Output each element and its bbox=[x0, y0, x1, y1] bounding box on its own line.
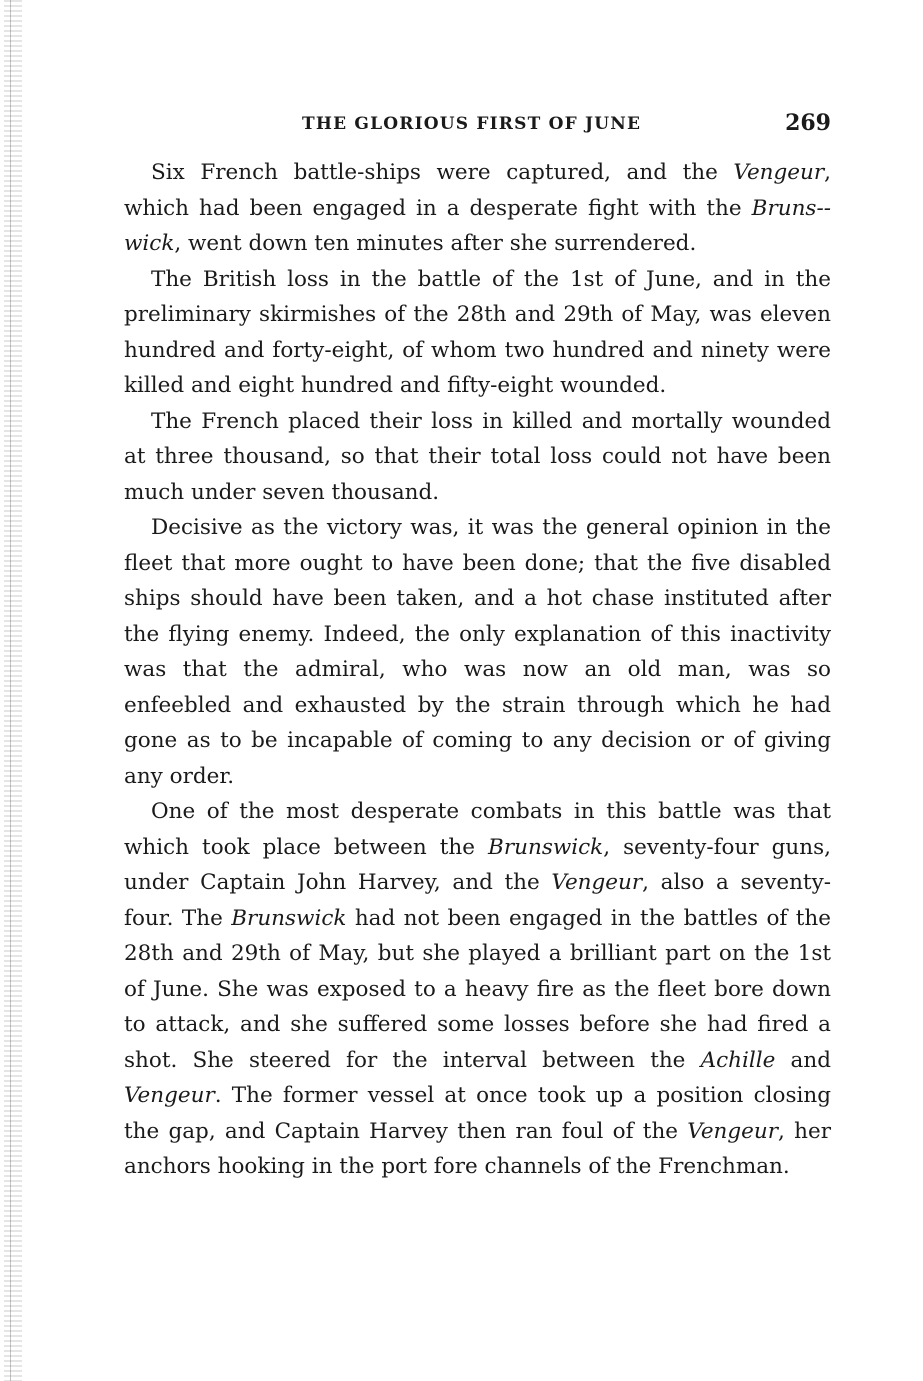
paragraph bbox=[124, 262, 831, 404]
text-run: . The former vessel at once took up a position closing the gap, and Captain Harvey then ran foul of the bbox=[124, 1083, 831, 1144]
page-number: 269 bbox=[785, 110, 831, 136]
running-header bbox=[124, 112, 831, 140]
ship-name: Vengeur bbox=[687, 1118, 779, 1144]
text-run: , seventy-four guns, under Captain John Harvey, and the bbox=[124, 834, 831, 895]
text-run: , went down ten minutes after she surrendered. bbox=[174, 231, 697, 256]
binding-edge-line bbox=[10, 0, 11, 1381]
text-run: , which had been engaged in a desperate fight with the bbox=[124, 160, 831, 221]
text-run: Six French battle-ships were captured, and the bbox=[151, 160, 734, 185]
body-text bbox=[124, 155, 831, 1185]
paragraph bbox=[124, 794, 831, 1185]
running-title: THE GLORIOUS FIRST OF JUNE bbox=[302, 114, 642, 134]
text-run: , her anchors hooking in the port fore channels of the Frenchman. bbox=[124, 1118, 831, 1179]
text-run: The French placed their loss in killed and mortally wounded at three thousand, so that their total loss could not have been much under seven thousand. bbox=[124, 408, 831, 505]
paragraph bbox=[124, 404, 831, 511]
ship-name: Bruns-wick bbox=[124, 195, 831, 256]
paragraph bbox=[124, 155, 831, 262]
paragraph bbox=[124, 510, 831, 794]
ship-name: Brunswick bbox=[488, 834, 604, 860]
ship-name: Achille bbox=[700, 1047, 776, 1073]
text-run: Decisive as the victory was, it was the general opinion in the fleet that more ought to have been done; that the five disabled ships should have been taken, and a hot chase instituted after the flying enemy. Indeed, the only explanation of this inactivity was that the admiral, who was now an old man, was so enfeebled and exhausted by the strain through which he had gone as to be incapable of coming to any decision or of giving any order. bbox=[124, 515, 831, 789]
text-run: and bbox=[775, 1047, 831, 1073]
ship-name: Vengeur bbox=[733, 160, 825, 185]
ship-name: Vengeur bbox=[124, 1083, 215, 1108]
ship-name: Brunswick bbox=[231, 905, 347, 931]
ship-name: Vengeur bbox=[551, 870, 643, 895]
text-run: One of the most desperate combats in this battle was that which took place between the bbox=[124, 799, 831, 860]
text-run: had not been engaged in the battles of the 28th and 29th of May, but she played a brilliant part on the 1st of June. She was exposed to a heavy fire as the fleet bore down to attack, and she suffered some losses before she had fired a shot. She steered for the interval between the bbox=[124, 905, 831, 1073]
binding-gutter bbox=[4, 0, 22, 1381]
text-run: The British loss in the battle of the 1st of June, and in the preliminary skirmishes of the 28th and 29th of May, was eleven hundred and forty-eight, of whom two hundred and ninety were killed and eight hundred and fifty-eight wounded. bbox=[124, 266, 831, 398]
text-run: , also a seventy-four. The bbox=[124, 870, 831, 931]
